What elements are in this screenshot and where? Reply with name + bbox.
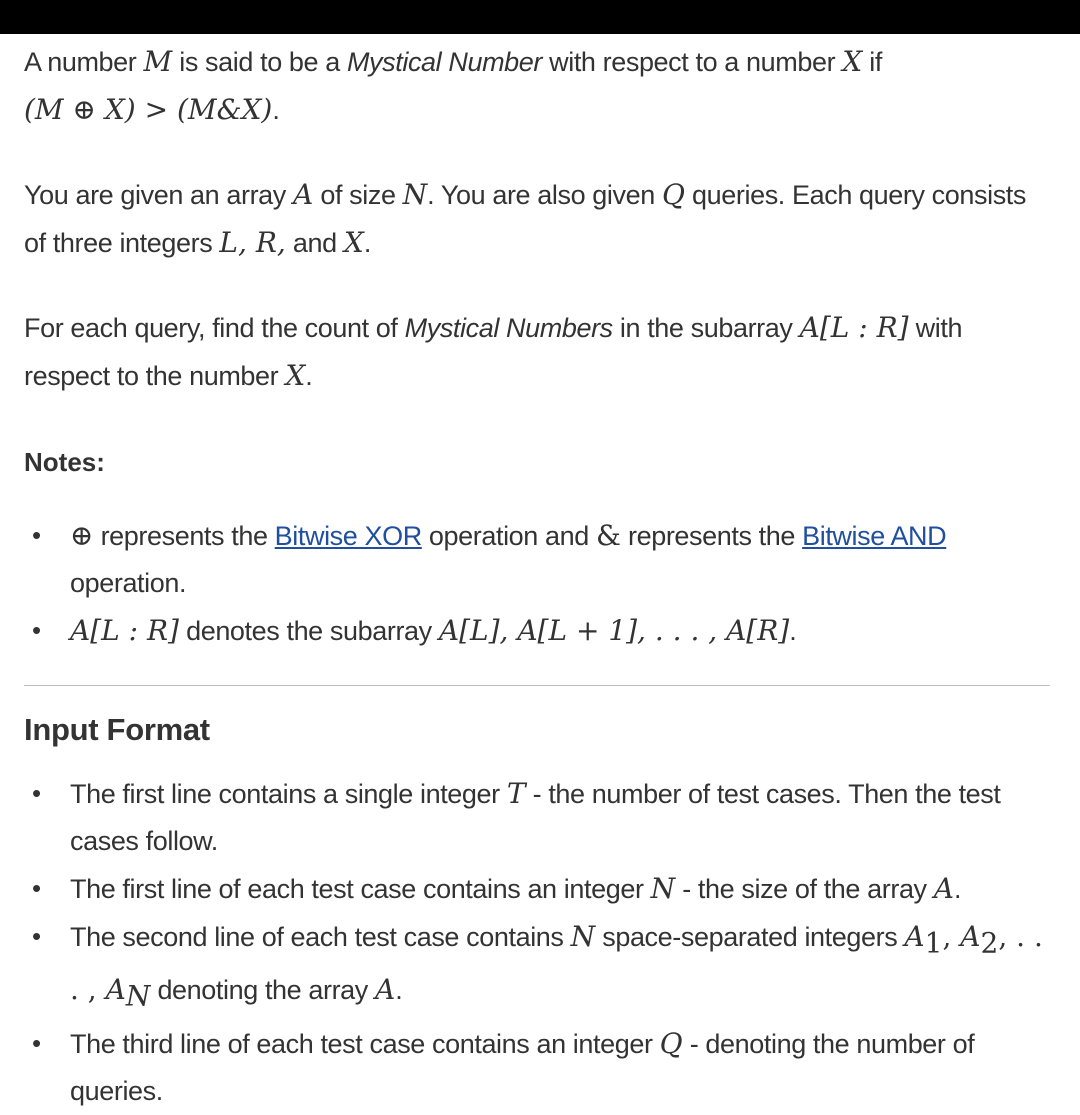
mystical-number-definition: A number M is said to be a Mystical Number with respect to a number X if (M ⊕ X) > (M&X). bbox=[24, 45, 883, 126]
top-black-bar bbox=[0, 0, 1080, 34]
bitwise-xor-link[interactable]: Bitwise XOR bbox=[274, 521, 422, 551]
definition-formula: (M ⊕ X) > (M&X) bbox=[24, 93, 273, 126]
mystical-numbers-term: Mystical Numbers bbox=[404, 313, 613, 343]
input-item-test-cases: • The first line contains a single integer T - the number of test cases. Then the test cases follow. bbox=[24, 770, 1050, 865]
notes-heading: Notes: bbox=[24, 447, 105, 477]
and-symbol: & bbox=[595, 519, 621, 552]
mystical-number-term: Mystical Number bbox=[346, 47, 543, 77]
input-item-array-values: • The second line of each test case contains N space-separated integers $A_1$, $A_2$, . . . , $A_N$ denoting the array A. bbox=[24, 913, 1050, 1020]
notes-list bbox=[24, 512, 1050, 655]
note-item-operators: • ⊕ represents the Bitwise XOR operation and & represents the Bitwise AND operation. bbox=[24, 512, 1050, 607]
note-item-subarray: • A[L : R] denotes the subarray A[L], A[L + 1], . . . , A[R]. bbox=[24, 607, 1050, 655]
input-item-array-size: • The first line of each test case contains an integer N - the size of the array A. bbox=[24, 865, 1050, 913]
input-format-heading: Input Format bbox=[24, 712, 210, 747]
problem-statement bbox=[24, 34, 1050, 1115]
input-item-queries: • The third line of each test case contains an integer Q - denoting the number of queries. bbox=[24, 1020, 1050, 1115]
task-description: For each query, find the count of Mystical Numbers in the subarray A[L : R] with respect to the number X. bbox=[24, 311, 963, 392]
section-divider bbox=[24, 685, 1050, 686]
xor-symbol: ⊕ bbox=[70, 519, 94, 552]
input-format-list bbox=[24, 770, 1050, 1115]
bitwise-and-link[interactable]: Bitwise AND bbox=[802, 521, 947, 551]
input-description: You are given an array A of size N. You are also given Q queries. Each query consists of three integers L, R, and X. bbox=[24, 178, 1027, 259]
